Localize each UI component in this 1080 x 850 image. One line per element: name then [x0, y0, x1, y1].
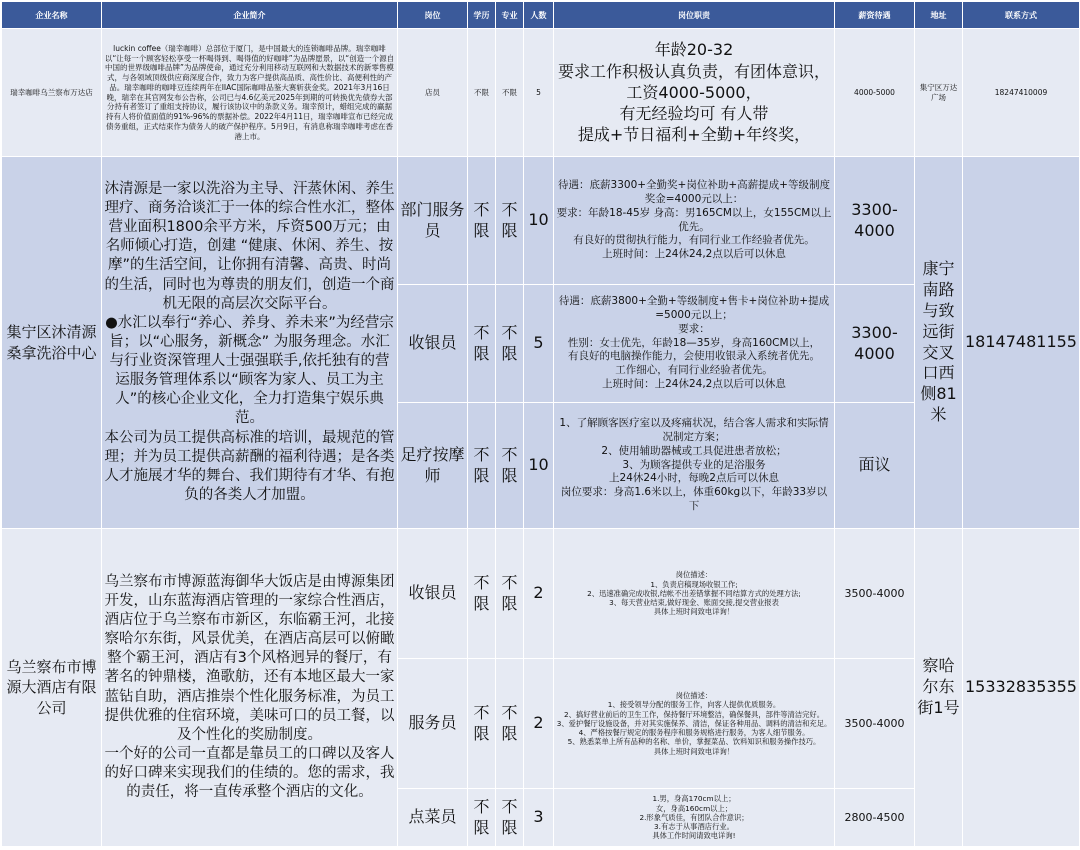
company-phone: 18147481155 [963, 157, 1080, 529]
company-address: 康宁南路与致远街交叉口西侧81米 [915, 157, 963, 529]
company-name: 瑞幸咖啡乌兰察布万达店 [2, 29, 102, 157]
company-address: 集宁区万达广场 [915, 29, 963, 157]
job-education: 不限 [468, 157, 496, 285]
job-salary: 2800-4500 [835, 789, 915, 847]
job-duty: 待遇：底薪3800+全勤+等级制度+售卡+岗位补助+提成=5000元以上； 要求： 性别：女士优先，年龄18—35岁，身高160CM以上， 有良好的电脑操作能力，会使用收银录入系统者优先。 工作细心，有同行业经验者优先。 上班时间：上24休24,2点以后可以休息 [554, 285, 835, 403]
job-salary: 面议 [835, 403, 915, 529]
company-phone: 18247410009 [963, 29, 1080, 157]
table-row [2, 529, 1080, 659]
job-education: 不限 [468, 403, 496, 529]
job-salary: 3500-4000 [835, 529, 915, 659]
job-position: 店员 [398, 29, 468, 157]
job-major: 不限 [496, 659, 524, 789]
company-name: 集宁区沐清源桑拿洗浴中心 [2, 157, 102, 529]
header-address: 地址 [915, 2, 963, 29]
job-count: 10 [524, 403, 554, 529]
header-position: 岗位 [398, 2, 468, 29]
header-count: 人数 [524, 2, 554, 29]
job-major: 不限 [496, 157, 524, 285]
job-salary: 4000-5000 [835, 29, 915, 157]
company-name: 乌兰察布市博源大酒店有限公司 [2, 529, 102, 847]
job-major: 不限 [496, 403, 524, 529]
job-major: 不限 [496, 29, 524, 157]
job-position: 服务员 [398, 659, 468, 789]
job-duty: 年龄20-32 要求工作积极认真负责，有团体意识， 工资4000-5000， 有无经验均可 有人带 提成+节日福利+全勤+年终奖， [554, 29, 835, 157]
company-address: 察哈尔东街1号 [915, 529, 963, 847]
job-count: 3 [524, 789, 554, 847]
job-salary: 3300-4000 [835, 285, 915, 403]
job-position: 收银员 [398, 285, 468, 403]
table-row [2, 157, 1080, 285]
company-intro: luckin coffee（瑞幸咖啡）总部位于厦门，是中国最大的连锁咖啡品牌。瑞幸咖啡以“让每一个顾客轻松享受一杯喝得到、喝得值的好咖啡”为品牌愿景，以“创造一个源自中国的世界级咖啡品牌”为品牌使命，通过充分利用移动互联网和大数据技术的新零售模式，与各领域顶级供应商深度合作，致力为客户提供高品质、高性价比、高便利性的产品。瑞幸咖啡的咖啡豆连续两年在IIAC国际咖啡品鉴大赛斩获金奖。2021年3月16日晚，瑞幸在其官网发布公告称，公司已与4.6亿美元2025年到期的可转换优先债券大部分持有者签订了重组支持协议，履行该协议中的条款义务。瑞幸预计，蜡组完成的赢据持有人将价值面值的91%-96%的票据补偿。2022年4月11日，瑞幸咖啡宣布已经完成债务重组，正式结束作为债务人的破产保护程序。5月9日，有消息称瑞幸咖啡考虑在香港上市。 [102, 29, 398, 157]
header-salary: 薪资待遇 [835, 2, 915, 29]
job-position: 点菜员 [398, 789, 468, 847]
job-duty: 岗位描述： 1、接受领导分配的服务工作，向客人提供优质服务。 2、搞好营业前后的卫生工作，保持餐厅环境整洁，确保餐具，部件等清洁完好。 3、爱护餐厅设施设备，并对其实施保养、清洁，保证各种用品、调料的清洁和充足。 4、严格按餐厅规定的服务程序和服务规格进行服务，为客人细节服务。 5、熟悉菜单上所有品种的名称、单价，掌握菜品、饮料知识和服务操作技巧。 具体上班时间致电详询！ [554, 659, 835, 789]
job-position: 足疗按摩师 [398, 403, 468, 529]
job-education: 不限 [468, 529, 496, 659]
header-row [2, 2, 1080, 29]
job-listing-table [1, 1, 1080, 847]
header-company-intro: 企业简介 [102, 2, 398, 29]
job-count: 2 [524, 659, 554, 789]
job-education: 不限 [468, 659, 496, 789]
header-duty: 岗位职责 [554, 2, 835, 29]
job-duty: 1.男，身高170cm以上； 女，身高160cm以上； 2.形象气质佳，有团队合作意识； 3.有志于从事酒店行业。 具体工作时间请致电详询! [554, 789, 835, 847]
job-duty: 1、了解顾客医疗室以及疼痛状况，结合客人需求和实际情况制定方案； 2、使用辅助器械或工具促进患者放松； 3、为顾客提供专业的足浴服务 上24休24小时，每晚2点后可以休息 岗位要求：身高1.6米以上，体重60kg以下，年龄33岁以下 [554, 403, 835, 529]
job-education: 不限 [468, 285, 496, 403]
job-count: 10 [524, 157, 554, 285]
header-major: 专业 [496, 2, 524, 29]
job-salary: 3500-4000 [835, 659, 915, 789]
job-education: 不限 [468, 29, 496, 157]
job-major: 不限 [496, 789, 524, 847]
job-position: 部门服务员 [398, 157, 468, 285]
header-contact: 联系方式 [963, 2, 1080, 29]
job-position: 收银员 [398, 529, 468, 659]
header-company-name: 企业名称 [2, 2, 102, 29]
company-phone: 15332835355 [963, 529, 1080, 847]
job-duty: 岗位描述： 1、负责启稿现场收银工作; 2、迅速准确完成收银,结帐不出差错掌握不同结算方式的处理方法; 3、每天营业结束,做好现金、账面交接,提交营业报表 具体上班时间致电详询！ [554, 529, 835, 659]
job-major: 不限 [496, 529, 524, 659]
company-intro: 沐清源是一家以洗浴为主导、汗蒸休闲、养生理疗、商务洽谈汇于一体的综合性水汇，整体营业面积1800余平方米，斥资500万元；由名师倾心打造，创建 “健康、休闲、养生、按摩”的生活空间，让你拥有清馨、高贵、时尚的生活，同时也为尊贵的朋友们，创造一个商机无限的高层次交际平台。 ●水汇以奉行“养心、养身、养未来”为经营宗旨；以“心服务，新概念” 为服务理念。水汇与行业资深管理人士强强联手,依托独有的营运服务管理体系以“顾客为家人、员工为主人”的核心企业文化，全力打造集宁娱乐典范。 本公司为员工提供高标准的培训，最规范的管理；并为员工提供高薪酬的福利待遇；是各类人才施展才华的舞台、我们期待有才华、有抱负的各类人才加盟。 [102, 157, 398, 529]
company-intro: 乌兰察布市博源蓝海御华大饭店是由博源集团开发，山东蓝海酒店管理的一家综合性酒店，酒店位于乌兰察布市新区，东临霸王河，北接察哈尔东街，风景优美，在酒店高层可以俯瞰整个霸王河，酒店有3个风格迥异的餐厅，有著名的钟鼎楼，渔歌舫，还有本地区最大一家蓝钻自助，酒店推崇个性化服务标准，为员工提供优雅的住宿环境，美味可口的员工餐，以及个性化的奖励制度。 一个好的公司一直都是靠员工的口碑以及客人的好口碑来实现我们的佳绩的。您的需求，我的责任，将一直传承整个酒店的文化。 [102, 529, 398, 847]
header-education: 学历 [468, 2, 496, 29]
table-row [2, 29, 1080, 157]
job-duty: 待遇：底薪3300+全勤奖+岗位补助+高薪提成+等级制度奖金=4000元以上： 要求：年龄18-45岁 身高：男165CM以上，女155CM以上优先。 有良好的贯彻执行能力，有同行业工作经验者优先。 上班时间：上24休24,2点以后可以休息 [554, 157, 835, 285]
job-major: 不限 [496, 285, 524, 403]
job-count: 5 [524, 285, 554, 403]
job-count: 2 [524, 529, 554, 659]
job-education: 不限 [468, 789, 496, 847]
job-salary: 3300-4000 [835, 157, 915, 285]
job-count: 5 [524, 29, 554, 157]
